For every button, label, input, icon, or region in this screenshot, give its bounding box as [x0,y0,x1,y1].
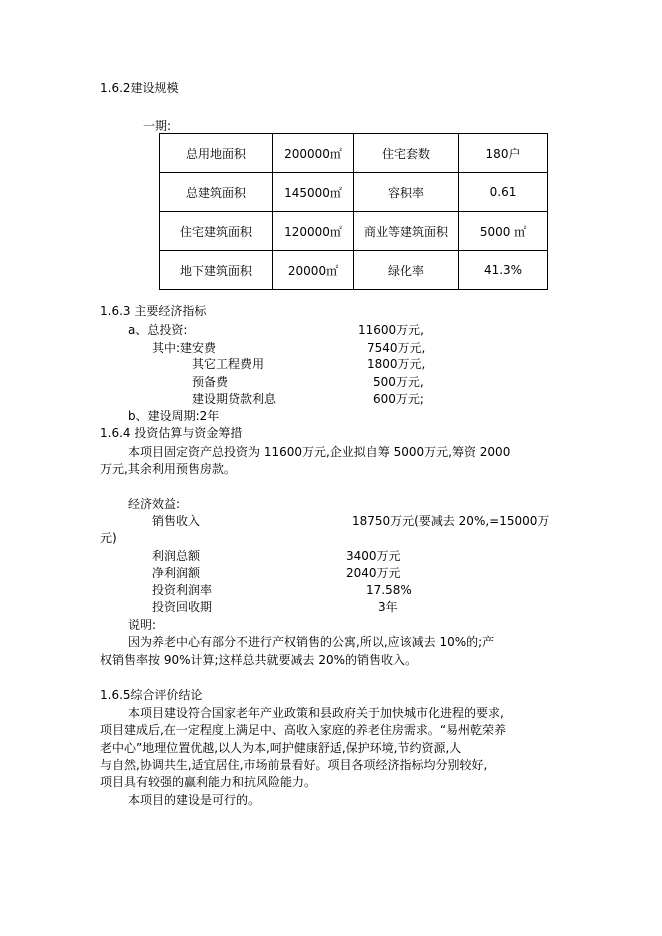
table-cell: 145000㎡ [273,173,354,212]
table-row [160,251,548,290]
section-heading-1-6-3: 1.6.3 主要经济指标 [100,304,207,318]
phase-label: 一期: [143,119,172,133]
section-heading-1-6-4: 1.6.4 投资估算与资金筹措 [100,426,243,440]
note-line: 权销售率按 90%计算;这样总共就要减去 20%的销售收入。 [100,653,418,667]
total-investment-label: a、总投资: [128,323,188,337]
table-cell: 180户 [459,134,548,173]
conclusion-line: 老中心”地理位置优越,以人为本,呵护健康舒适,保护环境,节约资源,人 [100,741,462,755]
metric-value: 3年 [378,600,398,614]
table-cell: 120000㎡ [273,212,354,251]
investment-item-label: 其它工程费用 [192,357,265,371]
table-cell: 商业等建筑面积 [354,212,459,251]
table-row [160,212,548,251]
sales-revenue-label: 销售收入 [152,514,201,528]
metric-value: 3400万元 [346,549,401,563]
table-cell: 20000㎡ [273,251,354,290]
investment-item-label: 预备费 [192,375,229,389]
table-cell: 总建筑面积 [160,173,273,212]
section-heading-1-6-5: 1.6.5综合评价结论 [100,688,203,702]
table-cell: 地下建筑面积 [160,251,273,290]
paragraph-line: 万元,其余利用预售房款。 [100,462,236,476]
table-cell: 绿化率 [354,251,459,290]
table-cell: 容积率 [354,173,459,212]
metric-label: 投资回收期 [152,600,213,614]
table-cell: 总用地面积 [160,134,273,173]
metric-value: 2040万元 [346,566,401,580]
table-cell: 41.3% [459,251,548,290]
construction-period: b、建设周期:2年 [128,409,220,423]
table-cell: 0.61 [459,173,548,212]
investment-item-value: 500万元, [373,375,424,389]
metric-label: 净利润额 [152,566,201,580]
note-label: 说明: [128,618,157,632]
table-row [160,134,548,173]
investment-item-value: 600万元; [373,392,424,406]
investment-item-label: 建设期贷款利息 [192,392,277,406]
note-line: 因为养老中心有部分不进行产权销售的公寓,所以,应该减去 10%的;产 [128,635,495,649]
table-row [160,173,548,212]
total-investment-value: 11600万元, [358,323,424,337]
table-cell: 200000㎡ [273,134,354,173]
economic-benefit-label: 经济效益: [128,497,181,511]
conclusion-line: 本项目建设符合国家老年产业政策和县政府关于加快城市化进程的要求, [128,706,504,720]
metric-label: 投资利润率 [152,583,213,597]
of-which-label: 其中:建安费 [152,341,217,355]
investment-item-value: 7540万元, [367,341,426,355]
section-heading-1-6-2: 1.6.2建设规模 [100,81,179,95]
metric-value: 17.58% [366,583,412,597]
paragraph-line: 本项目固定资产总投资为 11600万元,企业拟自筹 5000万元,筹资 2000 [128,445,511,459]
conclusion-line: 与自然,协调共生,适宜居住,市场前景看好。项目各项经济指标均分别较好, [100,758,488,772]
table-cell: 5000 ㎡ [459,212,548,251]
conclusion-line: 项目具有较强的赢利能力和抗风险能力。 [100,775,317,789]
metric-label: 利润总额 [152,549,201,563]
table-cell: 住宅套数 [354,134,459,173]
investment-item-value: 1800万元, [367,357,426,371]
sales-revenue-continued: 元) [100,531,117,545]
table-cell: 住宅建筑面积 [160,212,273,251]
sales-revenue-value: 18750万元(要减去 20%,=15000万 [352,514,550,528]
final-conclusion: 本项目的建设是可行的。 [128,793,261,807]
construction-scale-table [159,133,548,290]
conclusion-line: 项目建成后,在一定程度上满足中、高收入家庭的养老住房需求。“易州乾荣养 [100,723,507,737]
